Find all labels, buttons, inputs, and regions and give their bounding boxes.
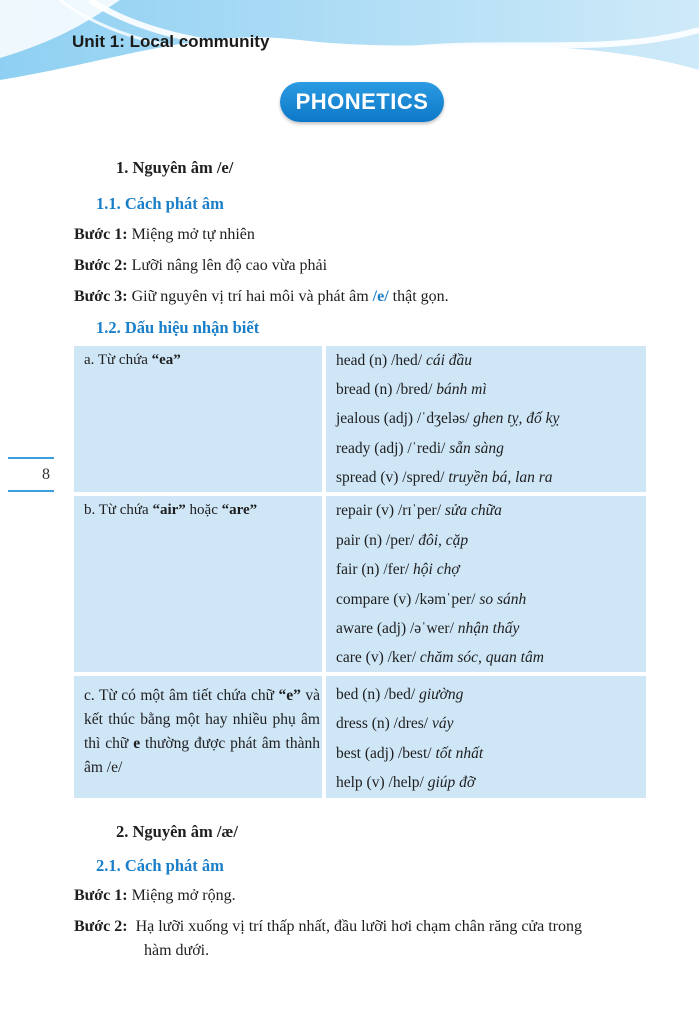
word: compare (v) /kəmˈper/	[336, 591, 480, 608]
table-row-b-label-cell	[74, 496, 322, 672]
list-item	[336, 381, 487, 399]
row-b-label	[84, 502, 257, 519]
list-item	[336, 686, 463, 704]
word: dress (n) /dres/	[336, 715, 432, 732]
step-label: Bước 1:	[74, 887, 128, 904]
section-title: PHONETICS	[280, 82, 444, 122]
list-item	[336, 502, 502, 520]
step-2-ae-continued: hàm dưới.	[144, 942, 210, 959]
meaning: đôi, cặp	[418, 532, 469, 549]
step-1	[74, 226, 255, 244]
desc-text: c. Từ có một âm tiết chứa chữ	[84, 687, 279, 704]
step-text: Lưỡi nâng lên độ cao vừa phải	[131, 257, 328, 274]
meaning: so sánh	[479, 591, 527, 608]
list-item	[336, 410, 559, 428]
label-text: b. Từ chứa	[84, 502, 153, 518]
list-item	[336, 715, 454, 733]
list-item	[336, 352, 472, 370]
desc-text: thường được phát âm thành âm /e/	[84, 735, 320, 776]
meaning: cái đầu	[425, 352, 473, 369]
row-c-label	[84, 684, 320, 780]
vowel-ae-heading: 2. Nguyên âm /æ/	[116, 822, 238, 841]
word: bread (n) /bred/	[336, 381, 437, 398]
label-key: “air”	[152, 502, 186, 518]
word: aware (adj) /əˈwer/	[336, 620, 458, 637]
list-item	[336, 745, 483, 763]
meaning: giúp đỡ	[427, 774, 476, 791]
step-1-ae	[74, 887, 236, 905]
meaning: truyền bá, lan ra	[448, 469, 553, 486]
step-text: Giữ nguyên vị trí hai môi và phát âm	[131, 288, 373, 305]
word: pair (n) /per/	[336, 532, 419, 549]
step-text: Miệng mở tự nhiên	[131, 226, 255, 243]
how-to-pronounce-heading: 1.1. Cách phát âm	[96, 194, 224, 213]
label-text: hoặc	[185, 502, 222, 518]
sound-symbol: /e/	[372, 288, 389, 305]
page-number: 8	[42, 466, 50, 483]
list-item	[336, 561, 460, 579]
step-2	[74, 257, 327, 275]
step-label: Bước 3:	[74, 288, 128, 305]
recognition-heading: 1.2. Dấu hiệu nhận biết	[96, 318, 260, 337]
unit-title: Unit 1: Local community	[72, 32, 270, 51]
list-item	[336, 774, 475, 792]
step-label: Bước 2:	[74, 257, 128, 274]
meaning: giường	[419, 686, 464, 703]
step-text: Miệng mở rộng.	[131, 887, 236, 904]
step-2-ae	[74, 918, 582, 936]
desc-key: “e”	[278, 687, 301, 704]
word: head (n) /hed/	[336, 352, 426, 369]
desc-key: e	[133, 735, 141, 752]
word: care (v) /ker/	[336, 649, 420, 666]
table-row-b-words-cell	[326, 496, 646, 672]
word: spread (v) /spred/	[336, 469, 449, 486]
meaning: chăm sóc, quan tâm	[419, 649, 544, 666]
vowel-e-heading: 1. Nguyên âm /e/	[116, 158, 234, 177]
step-label: Bước 2:	[74, 918, 128, 935]
meaning: ghen tỵ, đố kỵ	[473, 410, 560, 427]
word: help (v) /help/	[336, 774, 428, 791]
meaning: tốt nhất	[435, 745, 484, 762]
page-number-rule-bottom	[8, 490, 54, 492]
step-text: Hạ lưỡi xuống vị trí thấp nhất, đầu lưỡi hơi chạm chân răng cửa trong	[135, 918, 582, 935]
meaning: sẵn sàng	[449, 440, 504, 457]
word: bed (n) /bed/	[336, 686, 420, 703]
meaning: sửa chữa	[444, 502, 502, 519]
word: fair (n) /fer/	[336, 561, 414, 578]
meaning: nhận thấy	[457, 620, 520, 637]
word: ready (adj) /ˈredi/	[336, 440, 450, 457]
word: best (adj) /best/	[336, 745, 436, 762]
label-text: a. Từ chứa	[84, 352, 152, 368]
list-item	[336, 532, 468, 550]
word: repair (v) /rɪˈper/	[336, 502, 445, 519]
meaning: bánh mì	[436, 381, 487, 398]
step-label: Bước 1:	[74, 226, 128, 243]
list-item	[336, 440, 504, 458]
meaning: váy	[432, 715, 454, 732]
meaning: hội chợ	[413, 561, 460, 578]
row-a-label	[84, 352, 181, 369]
page-number-rule-top	[8, 457, 54, 459]
how-to-pronounce-heading-2: 2.1. Cách phát âm	[96, 856, 224, 875]
list-item	[336, 591, 526, 609]
label-key: “are”	[221, 502, 258, 518]
step-3	[74, 288, 449, 306]
desc-text: và kết thúc bằng một hay nhiều phụ âm thì chữ	[84, 687, 320, 752]
list-item	[336, 469, 553, 487]
label-key: “ea”	[151, 352, 181, 368]
list-item	[336, 620, 519, 638]
step-text-tail: thật gọn.	[388, 288, 449, 305]
list-item	[336, 649, 544, 667]
word: jealous (adj) /ˈdʒeləs/	[336, 410, 474, 427]
